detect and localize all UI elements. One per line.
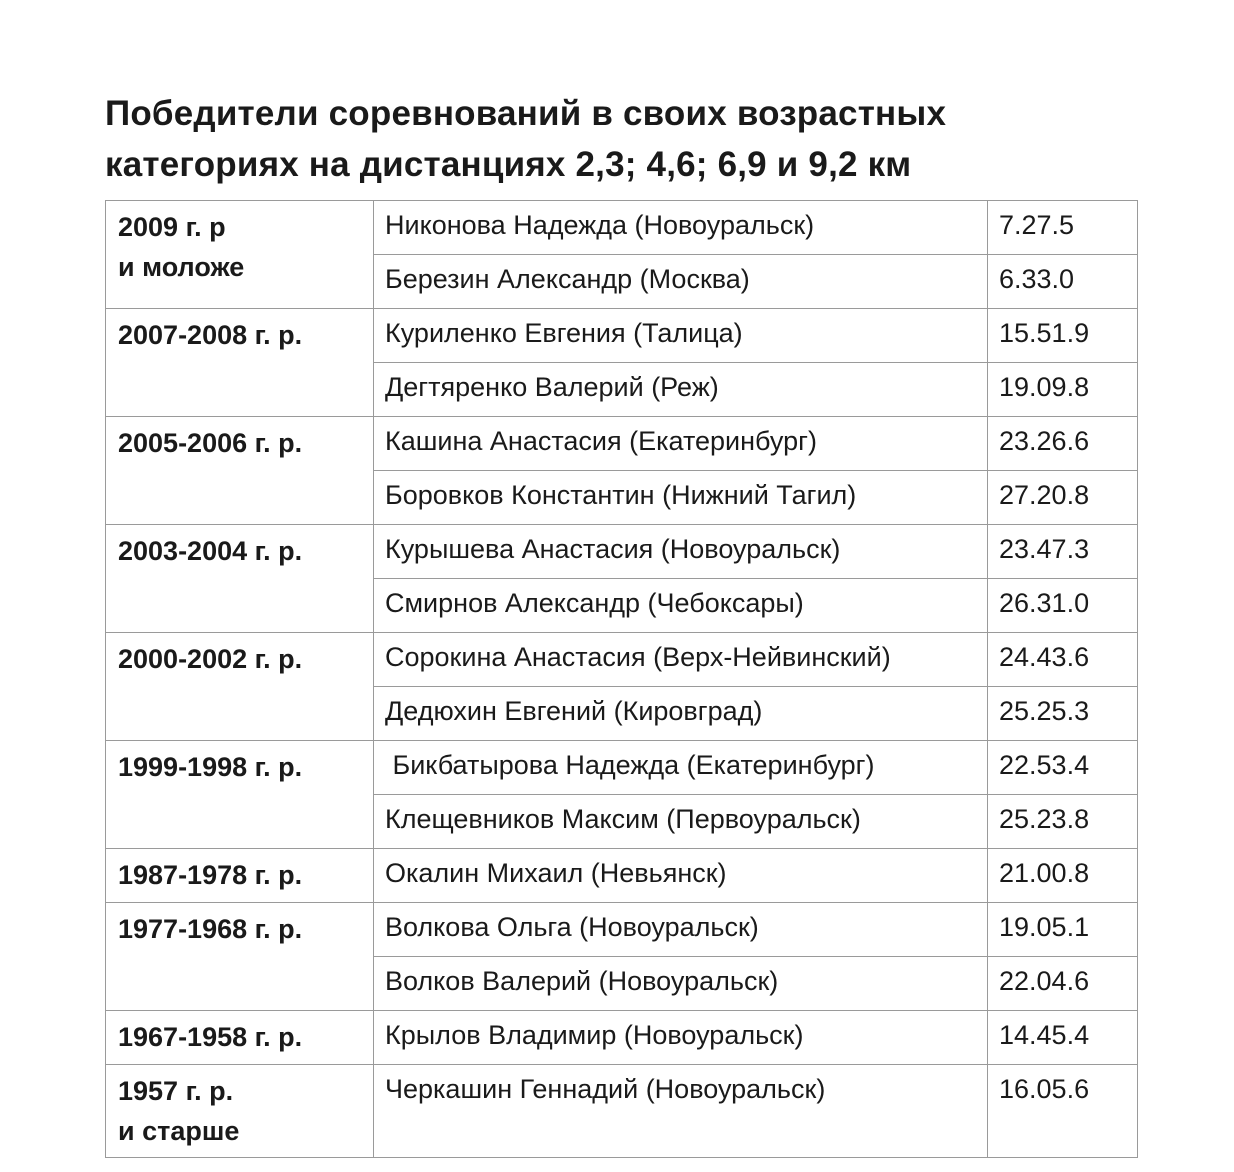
age-category-line: и моложе xyxy=(118,252,245,282)
result-time-cell: 26.31.0 xyxy=(988,579,1138,633)
table-row xyxy=(106,903,1138,957)
results-table xyxy=(105,200,1138,1158)
age-category-cell xyxy=(106,525,374,633)
winner-name-cell: Кашина Анастасия (Екатеринбург) xyxy=(374,417,988,471)
winner-name-cell: Никонова Надежда (Новоуральск) xyxy=(374,201,988,255)
table-row xyxy=(106,1011,1138,1065)
results-table-body xyxy=(106,201,1138,1158)
result-time-cell: 27.20.8 xyxy=(988,471,1138,525)
age-category-cell xyxy=(106,903,374,1011)
age-category-line: 2007-2008 г. р. xyxy=(118,320,303,350)
winner-name-cell: Боровков Константин (Нижний Тагил) xyxy=(374,471,988,525)
result-time-cell: 23.47.3 xyxy=(988,525,1138,579)
result-time-cell: 14.45.4 xyxy=(988,1011,1138,1065)
result-time-cell: 19.05.1 xyxy=(988,903,1138,957)
winner-name-cell: Березин Александр (Москва) xyxy=(374,255,988,309)
result-time-cell: 21.00.8 xyxy=(988,849,1138,903)
table-row xyxy=(106,849,1138,903)
result-time-cell: 22.04.6 xyxy=(988,957,1138,1011)
age-category-line: и старше xyxy=(118,1116,240,1146)
table-row xyxy=(106,633,1138,687)
winner-name-cell: Бикбатырова Надежда (Екатеринбург) xyxy=(374,741,988,795)
result-time-cell: 24.43.6 xyxy=(988,633,1138,687)
age-category-line: 1999-1998 г. р. xyxy=(118,752,303,782)
result-time-cell: 22.53.4 xyxy=(988,741,1138,795)
winner-name-cell: Волков Валерий (Новоуральск) xyxy=(374,957,988,1011)
age-category-line: 1987-1978 г. р. xyxy=(118,860,303,890)
age-category-line: 1977-1968 г. р. xyxy=(118,914,303,944)
winner-name-cell: Сорокина Анастасия (Верх-Нейвинский) xyxy=(374,633,988,687)
result-time-cell: 25.23.8 xyxy=(988,795,1138,849)
winner-name-cell: Дегтяренко Валерий (Реж) xyxy=(374,363,988,417)
winner-name-cell: Волкова Ольга (Новоуральск) xyxy=(374,903,988,957)
result-time-cell: 7.27.5 xyxy=(988,201,1138,255)
age-category-cell xyxy=(106,417,374,525)
age-category-cell xyxy=(106,1065,374,1158)
age-category-cell xyxy=(106,201,374,309)
age-category-line: 2009 г. р xyxy=(118,212,226,242)
page-title xyxy=(105,88,1145,190)
result-time-cell: 15.51.9 xyxy=(988,309,1138,363)
winner-name-cell: Клещевников Максим (Первоуральск) xyxy=(374,795,988,849)
winner-name-cell: Курышева Анастасия (Новоуральск) xyxy=(374,525,988,579)
age-category-line: 1967-1958 г. р. xyxy=(118,1022,303,1052)
table-row xyxy=(106,741,1138,795)
age-category-cell xyxy=(106,1011,374,1065)
result-time-cell: 6.33.0 xyxy=(988,255,1138,309)
age-category-cell xyxy=(106,309,374,417)
winner-name-cell: Куриленко Евгения (Талица) xyxy=(374,309,988,363)
winner-name-cell: Дедюхин Евгений (Кировград) xyxy=(374,687,988,741)
result-time-cell: 19.09.8 xyxy=(988,363,1138,417)
table-row xyxy=(106,309,1138,363)
table-row xyxy=(106,201,1138,255)
age-category-cell xyxy=(106,741,374,849)
age-category-cell xyxy=(106,633,374,741)
age-category-line: 2000-2002 г. р. xyxy=(118,644,303,674)
title-line-1: Победители соревнований в своих возрастных xyxy=(105,94,947,133)
winner-name-cell: Крылов Владимир (Новоуральск) xyxy=(374,1011,988,1065)
table-row xyxy=(106,1065,1138,1158)
table-row xyxy=(106,417,1138,471)
table-row xyxy=(106,525,1138,579)
age-category-line: 1957 г. р. xyxy=(118,1076,234,1106)
result-time-cell: 23.26.6 xyxy=(988,417,1138,471)
result-time-cell: 16.05.6 xyxy=(988,1065,1138,1158)
age-category-line: 2005-2006 г. р. xyxy=(118,428,303,458)
winner-name-cell: Окалин Михаил (Невьянск) xyxy=(374,849,988,903)
age-category-line: 2003-2004 г. р. xyxy=(118,536,303,566)
winner-name-cell: Черкашин Геннадий (Новоуральск) xyxy=(374,1065,988,1158)
winner-name-cell: Смирнов Александр (Чебоксары) xyxy=(374,579,988,633)
result-time-cell: 25.25.3 xyxy=(988,687,1138,741)
title-line-2: категориях на дистанциях 2,3; 4,6; 6,9 и 9,2 км xyxy=(105,145,912,184)
age-category-cell xyxy=(106,849,374,903)
